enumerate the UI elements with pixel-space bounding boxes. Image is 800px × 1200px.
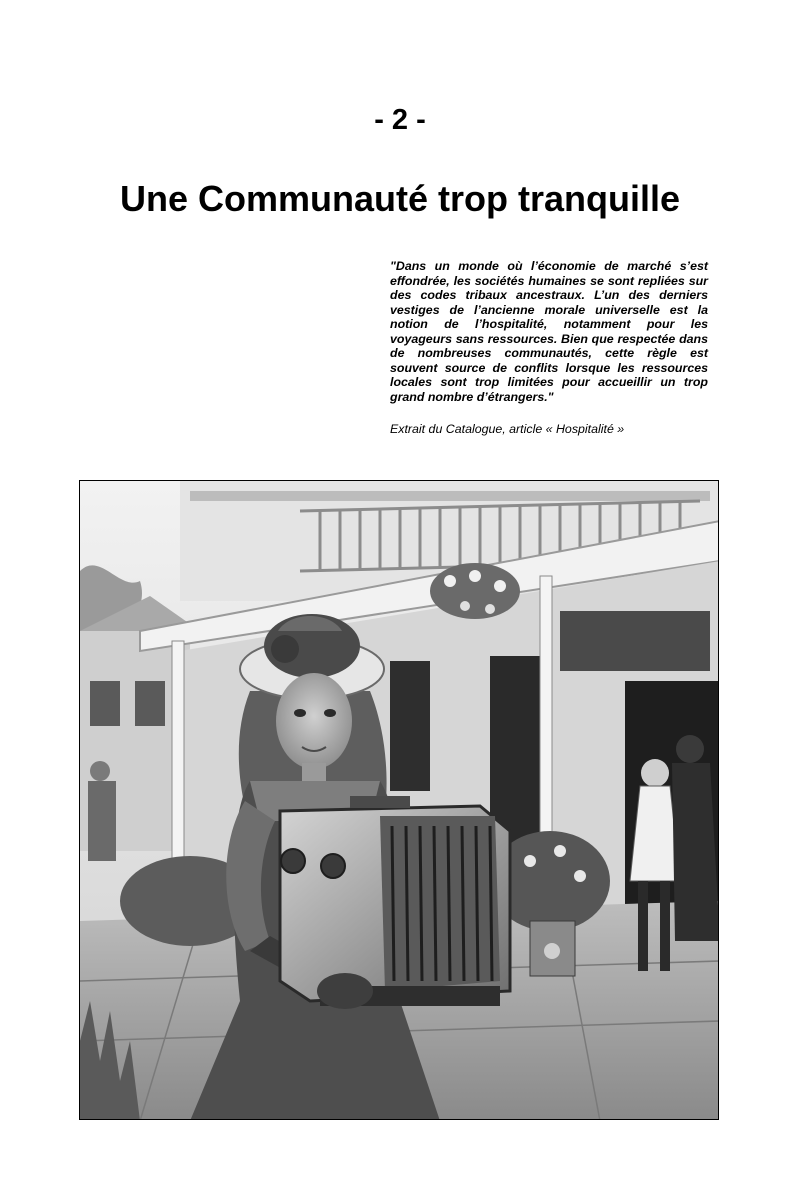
epigraph-source: Extrait du Catalogue, article « Hospitalité » [390, 422, 625, 436]
radio-box [280, 796, 510, 1006]
chapter-number: - 2 - [374, 104, 426, 136]
illustration-drawing [80, 481, 719, 1120]
epigraph [390, 259, 708, 437]
epigraph-quote: "Dans un monde où l’économie de marché s’est effondrée, les sociétés humaines se sont repliées sur des codes tribaux ancestraux. L’un des derniers vestiges de l’ancienne morale universelle est la notion de l’hospitalité, notamment pour les voyageurs sans ressources. Bien que respectée dans de nombreuses communautés, cette règle est souvent source de conflits lorsque les ressources locales sont trop limitées pour accueillir un trop grand nombre d’étrangers." [390, 259, 708, 404]
chapter-title: Une Communauté trop tranquille [119, 178, 681, 219]
door [490, 656, 540, 846]
shop-window [560, 611, 710, 671]
hanging-flowers [430, 563, 520, 619]
girl-hand [317, 973, 373, 1009]
illustration [79, 480, 719, 1120]
window [390, 661, 430, 791]
girl-face [276, 673, 352, 769]
